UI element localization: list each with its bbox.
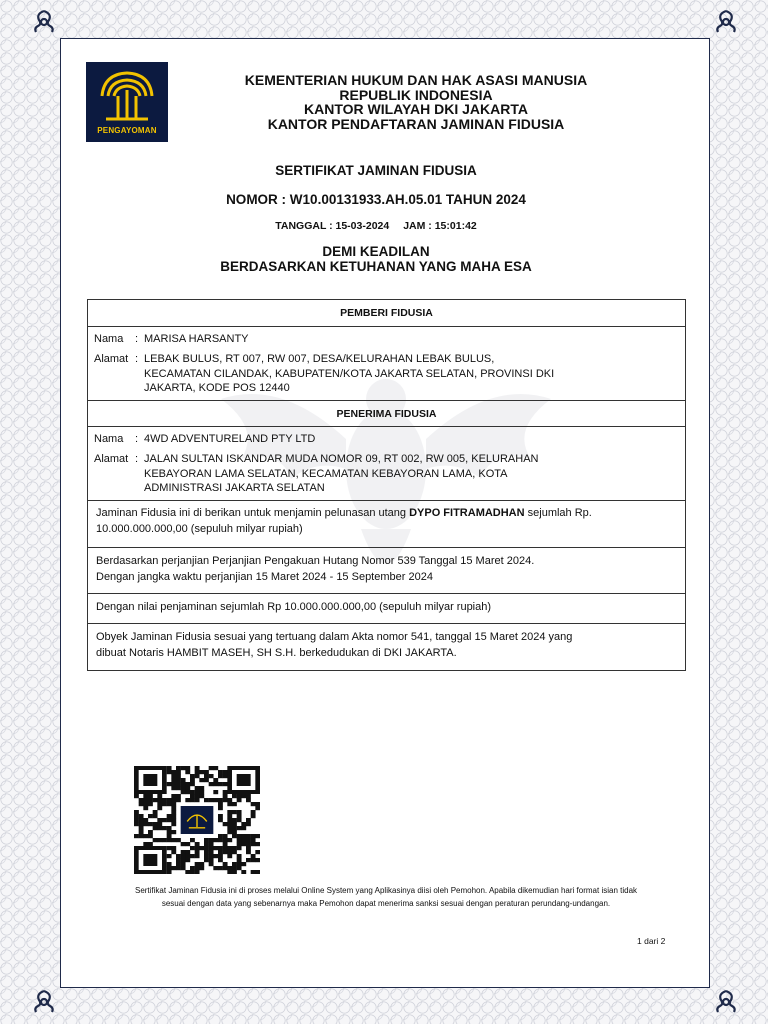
pemberi-alamat-line-2: KECAMATAN CILANDAK, KABUPATEN/KOTA JAKARTA SELATAN, PROVINSI DKI xyxy=(144,367,555,380)
disclaimer-line-1: Sertifikat Jaminan Fidusia ini di proses melalui Online System yang Aplikasinya diisi oleh Pemohon. Apabila dikemudian hari format isian tidak xyxy=(134,886,638,895)
perjanjian-line-2: Dengan jangka waktu perjanjian 15 Maret 2024 - 15 September 2024 xyxy=(96,571,433,583)
motto-line-1: DEMI KEADILAN xyxy=(322,244,430,259)
pemberi-alamat-line-3: JAKARTA, KODE POS 12440 xyxy=(144,382,290,394)
logo-caption: PENGAYOMAN xyxy=(97,126,157,135)
alamat-label: Alamat xyxy=(94,453,129,465)
penerima-alamat-line-3: ADMINISTRASI JAKARTA SELATAN xyxy=(144,482,325,494)
corner-ornament-icon xyxy=(30,8,58,36)
pemberi-nama-value: MARISA HARSANTY xyxy=(144,333,249,345)
penerima-alamat-line-2: KEBAYORAN LAMA SELATAN, KECAMATAN KEBAYORAN LAMA, KOTA xyxy=(144,467,508,480)
penerima-alamat-line-1: JALAN SULTAN ISKANDAR MUDA NOMOR 09, RT 002, RW 005, KELURAHAN xyxy=(144,453,539,465)
pengayoman-tree-icon xyxy=(94,68,160,126)
pemberi-alamat-value xyxy=(144,352,644,396)
corner-ornament-icon xyxy=(712,988,740,1016)
perjanjian-paragraph xyxy=(96,553,676,585)
obyek-line-2: dibuat Notaris HAMBIT MASEH, SH S.H. berkedudukan di DKI JAKARTA. xyxy=(96,647,457,659)
colon: : xyxy=(135,433,139,445)
jaminan-text-before: Jaminan Fidusia ini di berikan untuk menjamin pelunasan utang xyxy=(96,507,410,519)
jaminan-paragraph xyxy=(96,505,676,537)
qr-code[interactable] xyxy=(134,766,260,874)
divider xyxy=(88,623,685,624)
certificate-title: SERTIFIKAT JAMINAN FIDUSIA xyxy=(275,163,477,178)
obyek-line-1: Obyek Jaminan Fidusia sesuai yang tertuang dalam Akta nomor 541, tanggal 15 Maret 2024 yang xyxy=(96,631,573,643)
pemberi-heading: PEMBERI FIDUSIA xyxy=(88,300,685,327)
certificate-datetime xyxy=(61,220,691,232)
colon: : xyxy=(135,353,139,365)
perjanjian-line-1: Berdasarkan perjanjian Perjanjian Pengakuan Hutang Nomor 539 Tanggal 15 Maret 2024. xyxy=(96,555,535,567)
country-name: REPUBLIK INDONESIA xyxy=(339,86,493,103)
institution-header xyxy=(171,73,661,131)
pengayoman-logo xyxy=(86,62,168,142)
nama-label: Nama xyxy=(94,333,124,345)
certificate-page xyxy=(60,38,710,988)
divider xyxy=(88,593,685,594)
nilai-paragraph: Dengan nilai penjaminan sejumlah Rp 10.000.000.000,00 (sepuluh milyar rupiah) xyxy=(96,601,492,613)
colon: : xyxy=(135,333,139,345)
motto xyxy=(61,244,691,274)
obyek-paragraph xyxy=(96,629,676,661)
debtor-name: DYPO FITRAMADHAN xyxy=(409,507,525,519)
corner-ornament-icon xyxy=(30,988,58,1016)
fidusia-details-table xyxy=(87,299,686,671)
certificate-date: TANGGAL : 15-03-2024 xyxy=(275,220,390,232)
penerima-heading: PENERIMA FIDUSIA xyxy=(88,401,685,427)
divider xyxy=(88,547,685,548)
jaminan-line-2: 10.000.000.000,00 (sepuluh milyar rupiah) xyxy=(96,523,303,535)
colon: : xyxy=(135,453,139,465)
motto-line-2: BERDASARKAN KETUHANAN YANG MAHA ESA xyxy=(220,259,532,274)
jaminan-text-after: sejumlah Rp. xyxy=(524,507,592,519)
alamat-label: Alamat xyxy=(94,353,129,365)
penerima-alamat-value xyxy=(144,452,644,496)
penerima-nama-value: 4WD ADVENTURELAND PTY LTD xyxy=(144,433,316,445)
disclaimer-line-2: sesuai dengan data yang sebenarnya maka Pemohon dapat menerima sanksi sesuai dengan peraturan perundang-undangan. xyxy=(161,899,611,908)
ministry-name: KEMENTERIAN HUKUM DAN HAK ASASI MANUSIA xyxy=(244,72,588,88)
registration-office: KANTOR PENDAFTARAN JAMINAN FIDUSIA xyxy=(267,115,565,132)
pemberi-alamat-line-1: LEBAK BULUS, RT 007, RW 007, DESA/KELURAHAN LEBAK BULUS, xyxy=(144,353,495,365)
disclaimer-note xyxy=(81,884,691,910)
page-number: 1 dari 2 xyxy=(637,936,666,946)
divider xyxy=(88,500,685,501)
jaminan-line-1 xyxy=(96,505,676,521)
certificate-number: NOMOR : W10.00131933.AH.05.01 TAHUN 2024 xyxy=(226,192,526,207)
nama-label: Nama xyxy=(94,433,124,445)
corner-ornament-icon xyxy=(712,8,740,36)
regional-office: KANTOR WILAYAH DKI JAKARTA xyxy=(303,101,528,117)
certificate-time: JAM : 15:01:42 xyxy=(403,220,477,232)
